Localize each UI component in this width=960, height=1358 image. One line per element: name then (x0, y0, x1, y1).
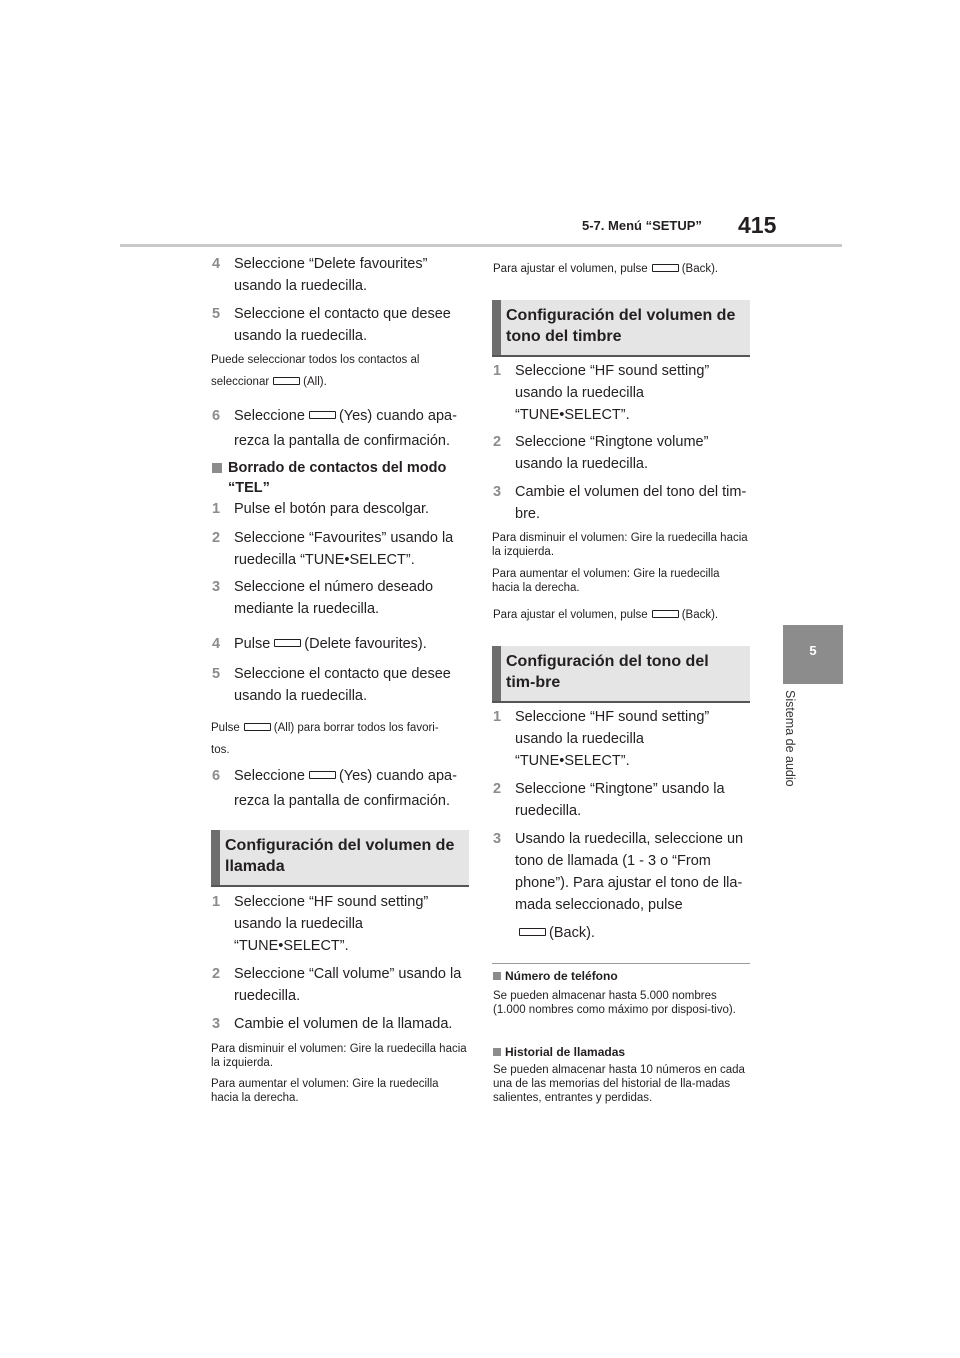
note-select-all: Puede seleccionar todos los contactos al seleccionar (All). (211, 354, 420, 388)
paragraph-phone-number: Se pueden almacenar hasta 5.000 nombres (1.000 nombres como máximo por disposi-tivo). (493, 990, 736, 1016)
yes-button-icon (309, 771, 336, 779)
all-button-icon (244, 723, 271, 731)
paragraph-call-history: Se pueden almacenar hasta 10 números en cada una de las memorias del historial de lla-madas salientes, entrantes y perdidas. (493, 1064, 745, 1104)
page-number: 415 (738, 212, 777, 238)
note-increase-volume: Para aumentar el volumen: Gire la ruedecilla hacia la derecha. (211, 1078, 439, 1104)
heading-ringtone: Configuración del tono del tim-bre (492, 646, 750, 703)
subheading-phone-number: Número de teléfono (493, 969, 618, 983)
back-button-icon (652, 264, 679, 272)
note-adjust-volume: Para ajustar el volumen, pulse (Back). (493, 263, 719, 275)
chapter-tab: 5 (783, 625, 843, 684)
all-button-icon (273, 377, 300, 385)
back-button-icon (519, 928, 546, 936)
section-title: 5-7. Menú “SETUP” (582, 218, 702, 233)
section-divider (492, 963, 750, 964)
delete-favourites-button-icon (274, 639, 301, 647)
note-decrease-volume: Para disminuir el volumen: Gire la ruedecilla hacia la izquierda. (211, 1043, 467, 1069)
back-button-icon (652, 610, 679, 618)
note-increase-volume: Para aumentar el volumen: Gire la ruedecilla hacia la derecha. (492, 568, 720, 594)
subheading-call-history: Historial de llamadas (493, 1045, 625, 1059)
note-adjust-volume: Para ajustar el volumen, pulse (Back). (493, 609, 719, 621)
note-decrease-volume: Para disminuir el volumen: Gire la ruedecilla hacia la izquierda. (492, 532, 748, 558)
yes-button-icon (309, 411, 336, 419)
note-delete-all: Pulse (All) para borrar todos los favori- tos. (211, 722, 439, 756)
chapter-side-title: Sistema de audio (783, 690, 797, 787)
header-rule (120, 244, 842, 247)
heading-ringtone-volume: Configuración del volumen de tono del timbre (492, 300, 750, 357)
heading-call-volume: Configuración del volumen de llamada (211, 830, 469, 887)
